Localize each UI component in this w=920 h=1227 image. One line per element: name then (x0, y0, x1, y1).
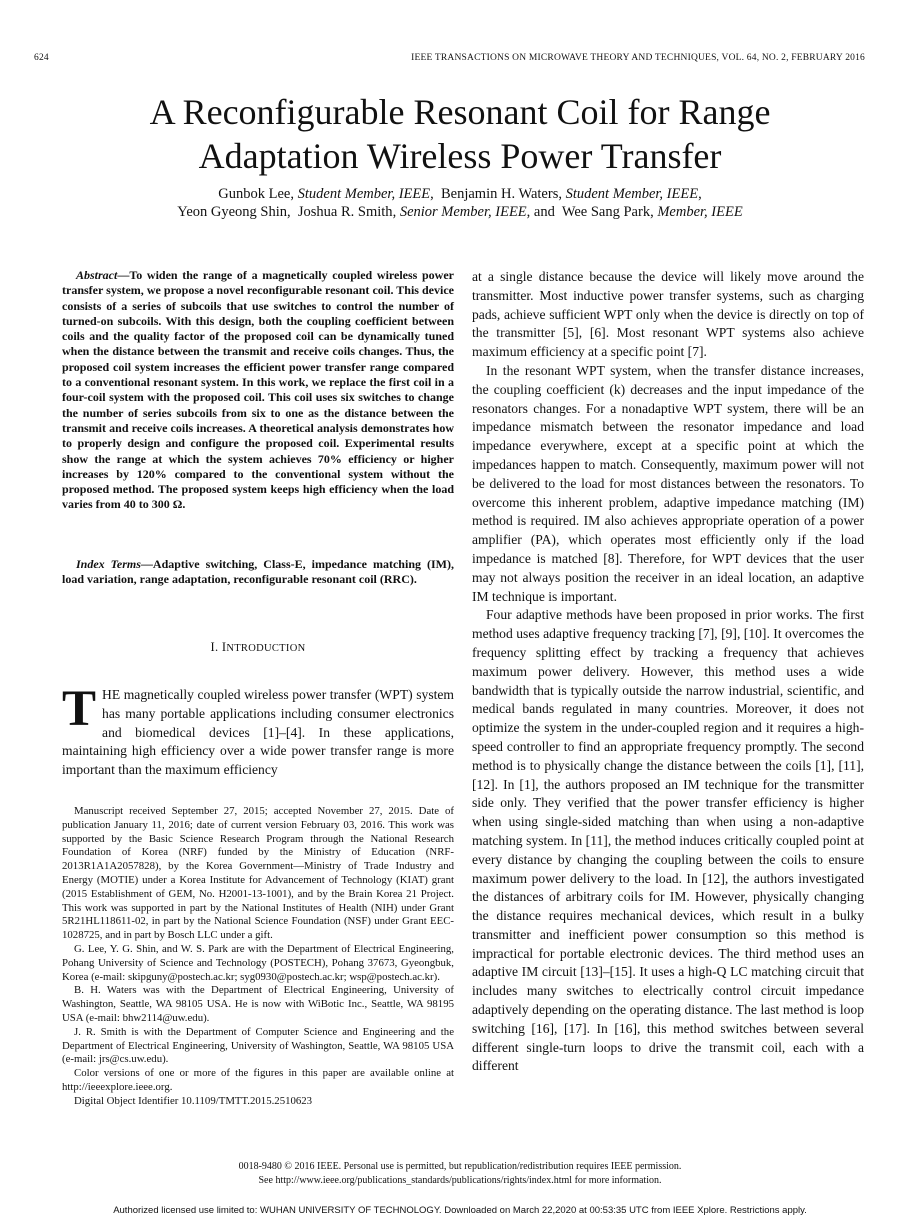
author-name: Wee Sang Park (561, 204, 651, 220)
footnote-doi: Digital Object Identifier 10.1109/TMTT.2015.2510623 (74, 1094, 313, 1107)
body-paragraph: In the resonant WPT system, when the transfer distance increases, the coupling coefficient (k) decreases and the input impedance of the resonators changes. For a nonadaptive WPT system, there will be an impedance mismatch between the resonator impedance and load impedance everywhere, except at a specific point at which the impedances happen to match. Consequently, maximum power will not be delivered to the load for most distances between the resonators. To overcome this inherent problem, adaptive impedance matching (IM) method is required. IM also achieves appropriate operation of a power amplifier (PA), which operates most efficiently only if the load impedance is matched [8]. Therefore, for WPT devices that the user may not always position the receiver in an ideal location, an adaptive IM technique is important. (472, 362, 864, 604)
journal-running-head: IEEE TRANSACTIONS ON MICROWAVE THEORY AND TECHNIQUES, VOL. 64, NO. 2, FEBRUARY 2016 (411, 53, 865, 63)
author-name: Gunbok Lee (218, 186, 291, 202)
introduction-paragraph (62, 681, 454, 780)
footnote-affiliation: J. R. Smith is with the Department of Computer Science and Engineering and the Department of Electrical Engineering, University of Washington, Seattle, WA 98105 USA (e-mail: jrs@cs.uw.edu). (62, 1025, 454, 1066)
section-title-initial: I (221, 640, 227, 654)
index-terms (62, 557, 454, 588)
author-membership: Member, IEEE (657, 204, 743, 220)
body-paragraph: at a single distance because the device will likely move around the transmitter. Most inductive power transfer systems, such as charging pads, achieve sufficient WPT only when the device is directly on top of the transmitter [5], [6]. Most resonant WPT systems also achieve maximum efficiency at a specific point [7]. (472, 269, 864, 360)
abstract-text: —To widen the range of a magnetically coupled wireless power transfer system, we propose a novel reconfigurable resonant coil. This device consists of a series of subcoils that use switches to control the number of turned-on subcoils. With this design, both the coupling coefficient between coils and the quality factor of the proposed coil can be dynamically tuned when the distance between the transmit and receive coils changes. Thus, the proposed coil system increases the efficient power transfer range compared to a conventional resonant system. In this work, we replace the first coil in a four-coil system with the proposed coil. This coil uses six switches to change the number of series subcoils from six to one as the distance between the transmit and receive coils increases. A theoretical analysis demonstrates how to properly design and configure the proposed coil. Experimental results show the range at which the system achieves 70% efficiency or higher increases by 120% compared to the conventional system without the proposed method. The proposed system keeps high efficiency when the load varies from 40 to 300 Ω. (62, 268, 454, 512)
author-list (0, 185, 920, 221)
footnote-affiliation: G. Lee, Y. G. Shin, and W. S. Park are with the Department of Electrical Engineering, Pohang University of Science and Technology (POSTECH), Pohang 37673, Gyeongbuk, Korea (e-mail: skipguny@postech.ac.kr; syg0930@postech.ac.kr; wsp@postech.ac.kr). (62, 942, 454, 983)
author-line-2: Yeon Gyeong Shin, Joshua R. Smith, Senior Member, IEEE, and Wee Sang Park, Member, IEEE (177, 204, 743, 220)
introduction-text: HE magnetically coupled wireless power transfer (WPT) system has many portable applications including consumer electronics and biomedical devices [1]–[4]. In these applications, maintaining high efficiency over a wide power transfer range is more important than the maximum efficiency (62, 687, 454, 778)
page-number: 624 (34, 53, 49, 63)
author-name: Joshua R. Smith (297, 204, 393, 220)
section-title-rest: NTRODUCTION (226, 643, 306, 654)
license-banner: Authorized licensed use limited to: WUHAN UNIVERSITY OF TECHNOLOGY. Downloaded on March 22,2020 at 00:53:35 UTC from IEEE Xplore. Restrictions apply. (113, 1205, 807, 1216)
copyright-permissions-line: See http://www.ieee.org/publications_standards/publications/rights/index.html for more information. (258, 1175, 662, 1186)
footnotes (62, 805, 454, 1109)
author-conjunction: and (533, 204, 555, 220)
author-membership: Student Member, IEEE (297, 186, 431, 202)
author-membership: Senior Member, IEEE (399, 204, 527, 220)
section-number: I. (210, 640, 219, 654)
footnote-color-note: Color versions of one or more of the figures in this paper are available online at http://ieeexplore.ieee.org. (62, 1067, 454, 1093)
paper-title-line-2: Adaptation Wireless Power Transfer (198, 136, 722, 176)
author-line-1: Gunbok Lee, Student Member, IEEE, Benjamin H. Waters, Student Member, IEEE, (218, 186, 702, 202)
index-terms-label: Index Terms (76, 557, 141, 571)
author-name: Benjamin H. Waters (440, 186, 559, 202)
paper-title (0, 90, 920, 178)
drop-cap: T (62, 681, 97, 737)
author-membership: Student Member, IEEE (565, 186, 699, 202)
index-terms-text: —Adaptive switching, Class-E, impedance matching (IM), load variation, range adaptation, reconfigurable resonant coil (RRC). (62, 557, 454, 587)
author-name: Yeon Gyeong Shin (177, 204, 288, 220)
right-column-body (472, 268, 864, 1076)
body-paragraph: Four adaptive methods have been proposed in prior works. The first method uses adaptive frequency tracking [7], [9], [10]. It overcomes the frequency splitting effect by tracking a frequency that achieves maximum power delivery. However, this method uses a wide bandwidth that is typically outside the narrow industrial, scientific, and medical bands regulated in many countries. Moreover, it does not optimize the system in the under-coupled region and it requires a high-speed controller to find an appropriate frequency promptly. The second method is to physically change the distance between the coils [1], [11], [12]. In [1], the authors proposed an IM technique for the transmitter side only. They verified that the power transfer efficiency is higher when using single-sided matching than when using a non-adaptive matching system. In [11], the method induces critically coupled point at every distance by changing the coupling between the coils to ensure maximum power delivery to the load. In [12], the authors investigated the distances of arbitrary coils for IM. However, physically changing the distance requires mechanical devices, which result in a bulky transmitter and inefficient power consumption so this method is impractical for portable electronic devices. The third method uses an adaptive IM circuit [13]–[15]. It uses a high-Q LC matching circuit that includes many switches to electrically control circuit impedance adaptively depending on the operating distance. The last method is loop switching [16], [17]. In [16], this method switches between several different single-turn loops to drive the transmit coil, each with a different (472, 607, 864, 1074)
footnote-affiliation: B. H. Waters was with the Department of Electrical Engineering, University of Washington, Seattle, WA 98105 USA. He is now with WiBotic Inc., Seattle, WA 98195 USA (e-mail: bhw2114@uw.edu). (62, 984, 454, 1024)
abstract (62, 268, 454, 513)
footnote-manuscript: Manuscript received September 27, 2015; accepted November 27, 2015. Date of publication January 11, 2016; date of current version February 03, 2016. This work was supported by the Basic Science Research Program through the National Research Foundation of Korea (NRF) funded by the Ministry of Education (NRF-2013R1A1A2057828), by the Korea Government—Ministry of Trade Industry and Energy (MOTIE) under a Korea Institute for Advancement of Technology (KIAT) grant (2015 Establishment of GEM, No. H2001-13-1001), and by the Brain Korea 21 Project. This work was supported in part by the National Institutes of Health (NIH) under Grant 5R21HL118611-02, in part by the National Science Foundation (NSF) under Grant EEC-1028725, and in part by Bosch LLC under a gift. (62, 805, 454, 942)
section-heading-introduction (62, 640, 454, 655)
copyright-notice (0, 1160, 920, 1188)
paper-title-line-1: A Reconfigurable Resonant Coil for Range (149, 92, 771, 132)
copyright-line: 0018-9480 © 2016 IEEE. Personal use is permitted, but republication/redistribution requires IEEE permission. (238, 1161, 682, 1172)
abstract-label: Abstract (76, 268, 118, 282)
